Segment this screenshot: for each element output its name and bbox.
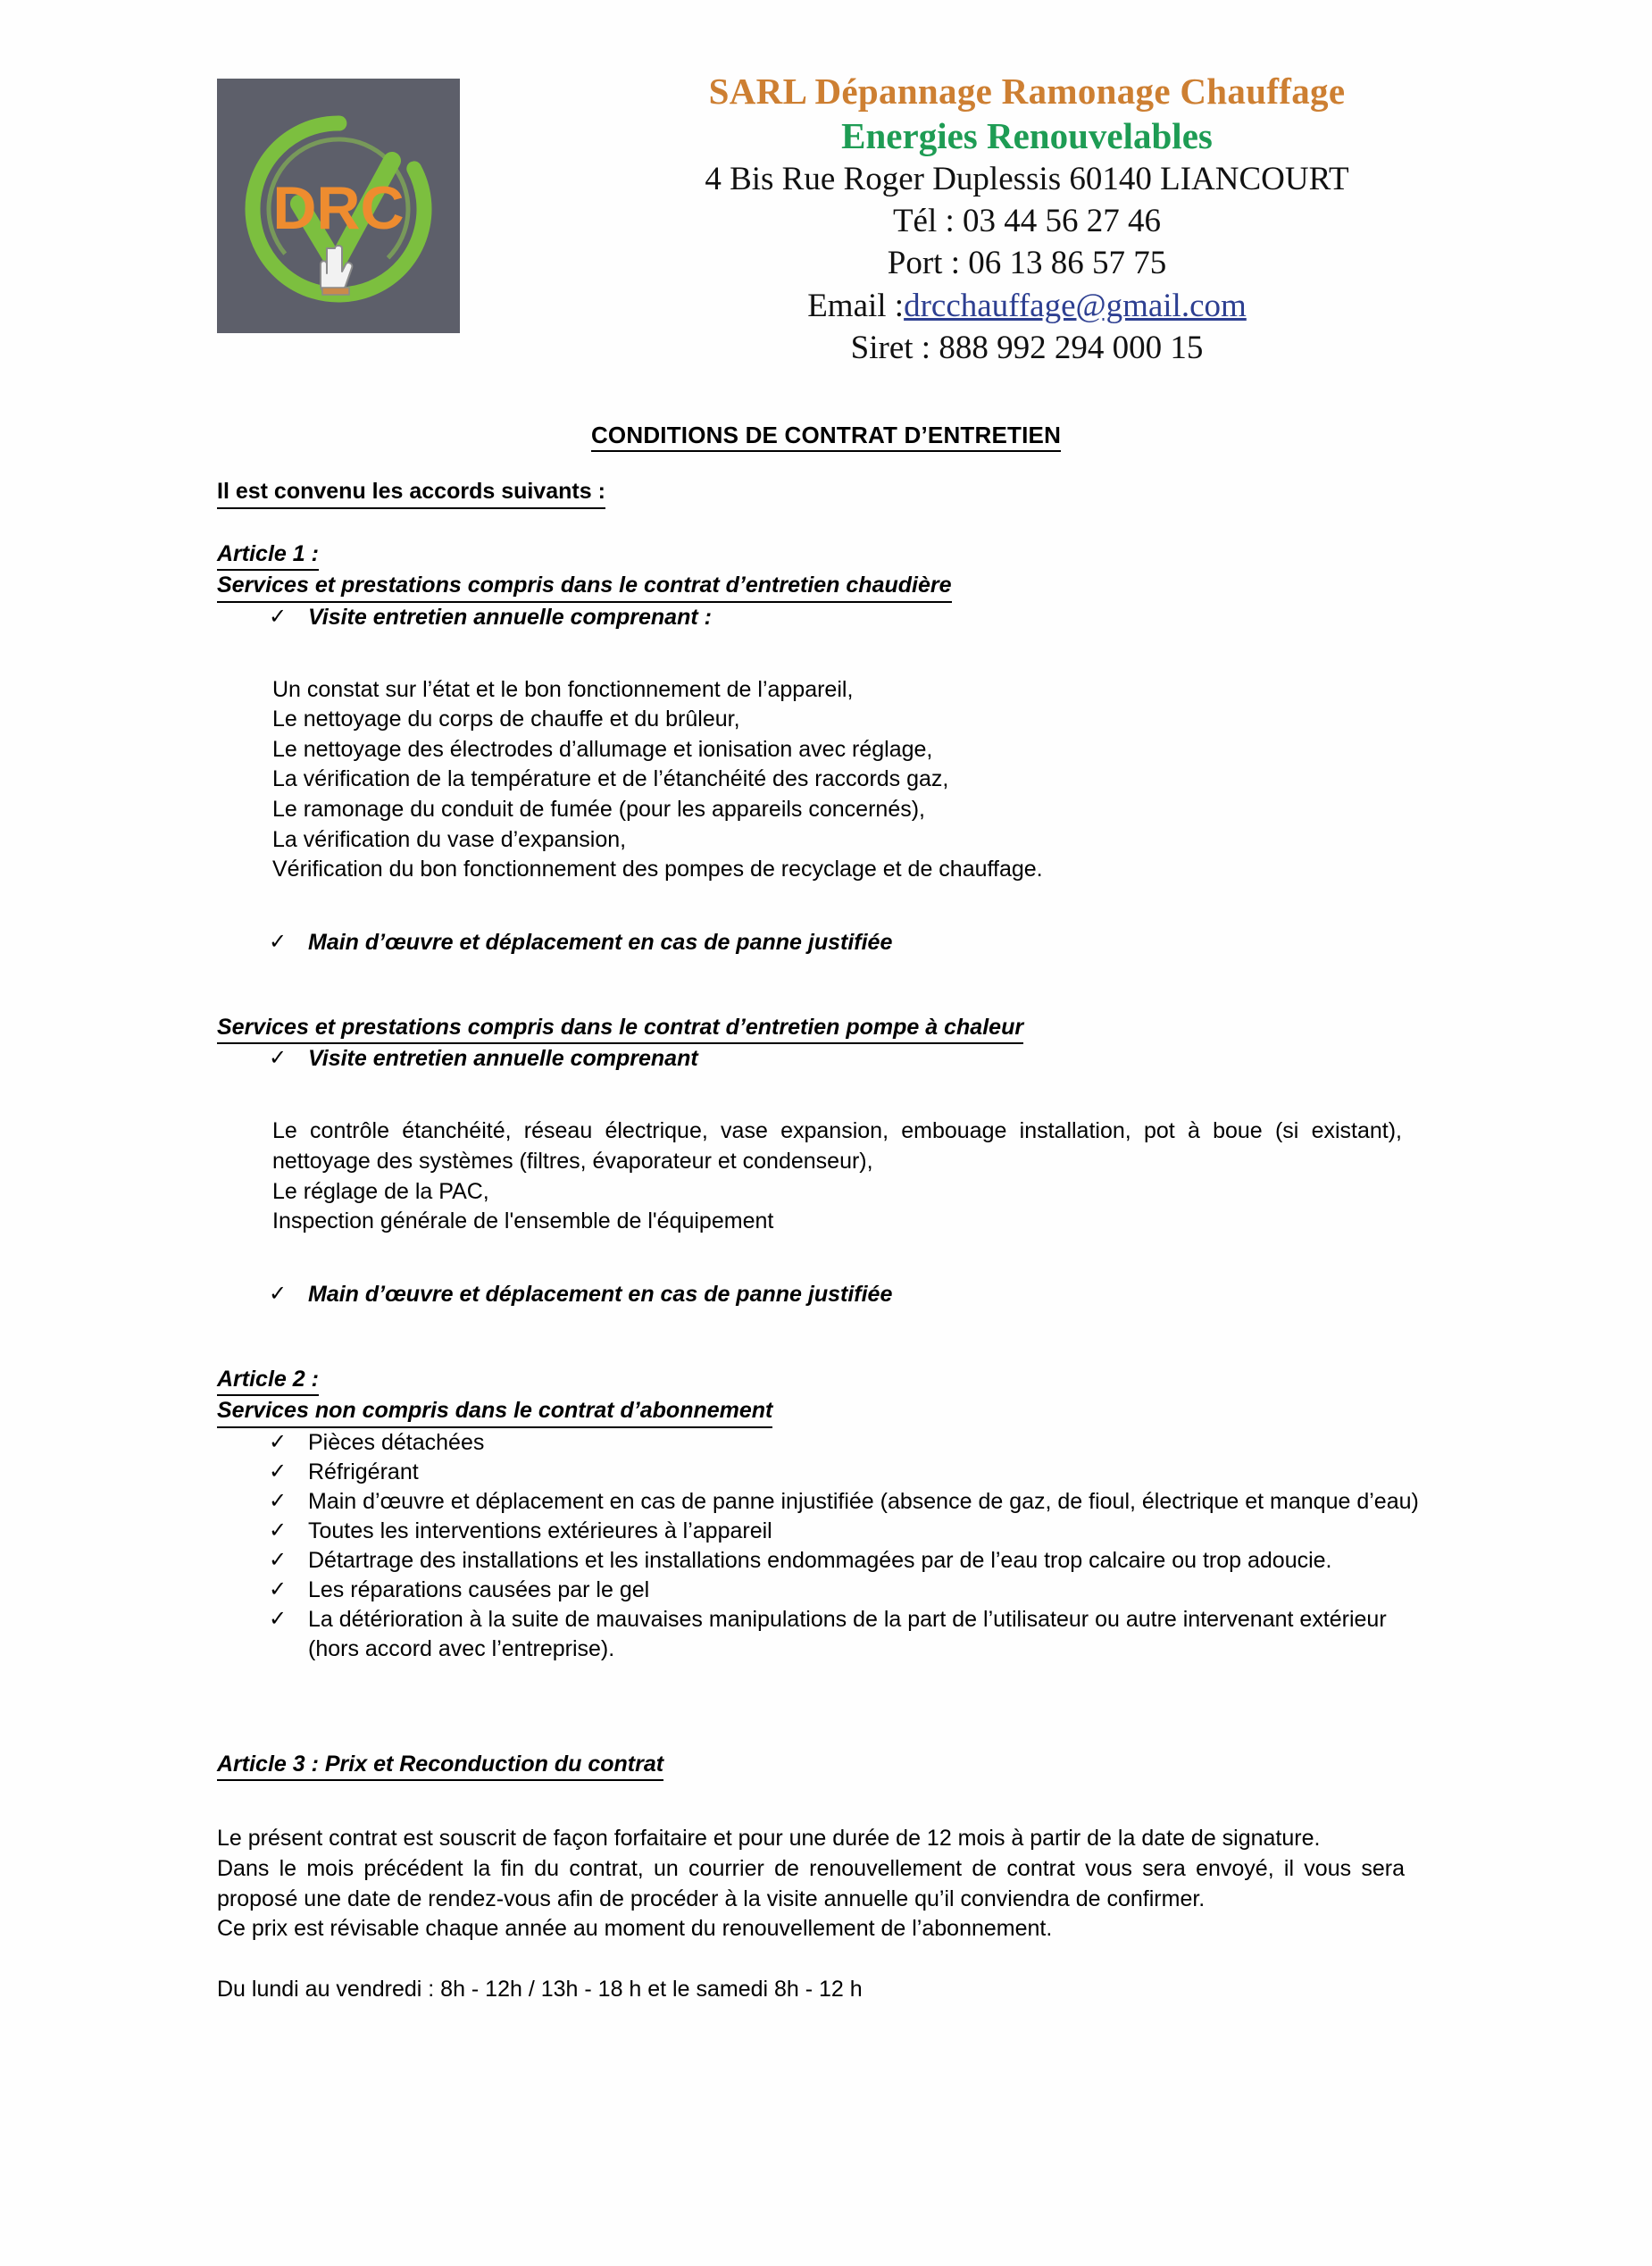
article1-subheading-boiler: Services et prestations compris dans le contrat d’entretien chaudière: [217, 571, 952, 603]
letterhead-header: [0, 70, 1652, 367]
spacer: [217, 1944, 1440, 1975]
check-icon: ✓: [269, 1488, 288, 1513]
article1-subheading-boiler-row: [217, 571, 1440, 603]
company-mobile: Port : 06 13 86 57 75: [887, 245, 1167, 282]
spacer: [217, 957, 1440, 1013]
company-name-line1: SARL Dépannage Ramonage Chauffage: [708, 71, 1346, 112]
article2-subheading-row: [217, 1396, 1440, 1428]
article1-check-labour-pac: Main d’œuvre et déplacement en cas de panne justifiée: [308, 1281, 893, 1307]
list-item: [269, 1517, 1440, 1546]
spacer: [217, 1781, 1440, 1824]
list-item: [269, 1280, 1440, 1309]
article3-paragraph-0: Le présent contrat est souscrit de façon forfaitaire et pour une durée de 12 mois à partir de la date de signature.: [217, 1826, 1321, 1852]
list-item: [269, 1576, 1440, 1605]
article2-item-2: Main d’œuvre et déplacement en cas de panne injustifiée (absence de gaz, de fioul, électrique et manque d’eau): [308, 1488, 1419, 1514]
list-item: [269, 1605, 1440, 1664]
article1-subheading-pac-row: [217, 1013, 1440, 1045]
check-icon: ✓: [269, 929, 288, 954]
company-tel: Tél : 03 44 56 27 46: [892, 203, 1162, 240]
check-icon: ✓: [269, 1459, 288, 1484]
company-name-line2: Energies Renouvelables: [841, 115, 1213, 157]
article2-subheading: Services non compris dans le contrat d’abonnement: [217, 1396, 772, 1428]
email-link[interactable]: drcchauffage@gmail.com: [904, 287, 1247, 324]
article2-heading-row: [217, 1365, 1440, 1397]
article1-check-visit-boiler: Visite entretien annuelle comprenant :: [308, 604, 712, 630]
list-item: Le nettoyage des électrodes d’allumage et ionisation avec réglage,: [272, 736, 933, 762]
check-icon: ✓: [269, 1281, 288, 1306]
list-item: [269, 1458, 1440, 1487]
email-label: Email :: [807, 287, 905, 324]
list-item: La vérification de la température et de l’étanchéité des raccords gaz,: [272, 766, 949, 792]
list-item: La vérification du vase d’expansion,: [272, 826, 627, 852]
check-icon: ✓: [269, 1046, 288, 1071]
article1-heading-row: [217, 539, 1440, 572]
opening-hours: Du lundi au vendredi : 8h - 12h / 13h - 18 h et le samedi 8h - 12 h: [217, 1976, 863, 2002]
list-item: Le réglage de la PAC,: [272, 1178, 489, 1204]
article3-paragraph-2: Ce prix est révisable chaque année au moment du renouvellement de l’abonnement.: [217, 1916, 1053, 1942]
spacer: [217, 1309, 1440, 1365]
check-icon: ✓: [269, 1606, 288, 1631]
list-item: Un constat sur l’état et le bon fonctionnement de l’appareil,: [272, 676, 854, 702]
article2-heading: Article 2 :: [217, 1365, 319, 1397]
company-siret: Siret : 888 992 294 000 15: [850, 330, 1204, 367]
list-item: Inspection générale de l'ensemble de l'équipement: [272, 1208, 774, 1234]
company-contact-block: [545, 70, 1509, 370]
company-address: 4 Bis Rue Roger Duplessis 60140 LIANCOURT: [705, 160, 1349, 197]
article1-pac-items: [272, 1116, 1402, 1237]
article2-item-0: Pièces détachées: [308, 1429, 485, 1455]
spacer: [217, 1237, 1440, 1280]
list-item: [269, 1428, 1440, 1458]
svg-text:DRC: DRC: [272, 174, 405, 242]
list-item: [269, 603, 1440, 632]
spacer: [217, 1664, 1440, 1719]
article2-item-3: Toutes les interventions extérieures à l’appareil: [308, 1518, 772, 1543]
list-item: Vérification du bon fonctionnement des pompes de recyclage et de chauffage.: [272, 857, 1043, 882]
spacer: [217, 885, 1440, 928]
spacer: [217, 632, 1440, 675]
spacer: [217, 1719, 1440, 1750]
article2-item-4: Détartrage des installations et les installations endommagées par de l’eau trop calcaire ou trop adoucie.: [308, 1547, 1332, 1573]
article2-item-5: Les réparations causées par le gel: [308, 1576, 650, 1602]
list-item: Le nettoyage du corps de chauffe et du brûleur,: [272, 707, 740, 732]
document-title-text: CONDITIONS DE CONTRAT D’ENTRETIEN: [591, 422, 1061, 452]
drc-logo-icon: [217, 79, 460, 333]
check-icon: ✓: [269, 1429, 288, 1454]
article1-check-visit-pac: Visite entretien annuelle comprenant: [308, 1046, 698, 1072]
article3-heading-row: [217, 1750, 1440, 1782]
list-item: [269, 1546, 1440, 1576]
list-item: [269, 928, 1440, 957]
company-logo: [217, 79, 460, 333]
spacer: [217, 1074, 1440, 1116]
list-item: [269, 1487, 1440, 1517]
article1-boiler-items: [272, 675, 1440, 885]
list-item: [269, 1044, 1440, 1074]
intro-line: [217, 477, 1440, 509]
article1-heading: Article 1 :: [217, 539, 319, 572]
article2-item-6: La détérioration à la suite de mauvaises manipulations de la part de l’utilisateur ou autre intervenant extérieur (hors accord avec l’entreprise).: [308, 1606, 1387, 1661]
article1-subheading-pac: Services et prestations compris dans le contrat d’entretien pompe à chaleur: [217, 1013, 1023, 1045]
article3-heading: Article 3 : Prix et Reconduction du contrat: [217, 1750, 663, 1782]
spacer: [217, 509, 1440, 539]
list-item: Le ramonage du conduit de fumée (pour les appareils concernés),: [272, 797, 925, 822]
check-icon: ✓: [269, 1576, 288, 1601]
intro-text: Il est convenu les accords suivants :: [217, 477, 605, 509]
document-title: [0, 422, 1652, 449]
article1-check-labour-boiler: Main d’œuvre et déplacement en cas de panne justifiée: [308, 929, 893, 955]
article3-paragraph-1: Dans le mois précédent la fin du contrat, un courrier de renouvellement de contrat vous sera envoyé, il vous sera proposé une date de rendez-vous afin de procéder à la visite annuelle qu’il conviendra de confirmer.: [217, 1856, 1405, 1911]
company-email-row: [545, 285, 1509, 327]
check-icon: ✓: [269, 1518, 288, 1543]
article2-item-1: Réfrigérant: [308, 1459, 419, 1484]
document-body: [217, 477, 1440, 2005]
list-item: Le contrôle étanchéité, réseau électrique, vase expansion, embouage installation, pot à boue (si existant), nettoyage des systèmes (filtres, évaporateur et condenseur),: [272, 1118, 1402, 1174]
check-icon: ✓: [269, 1547, 288, 1572]
check-icon: ✓: [269, 604, 288, 629]
